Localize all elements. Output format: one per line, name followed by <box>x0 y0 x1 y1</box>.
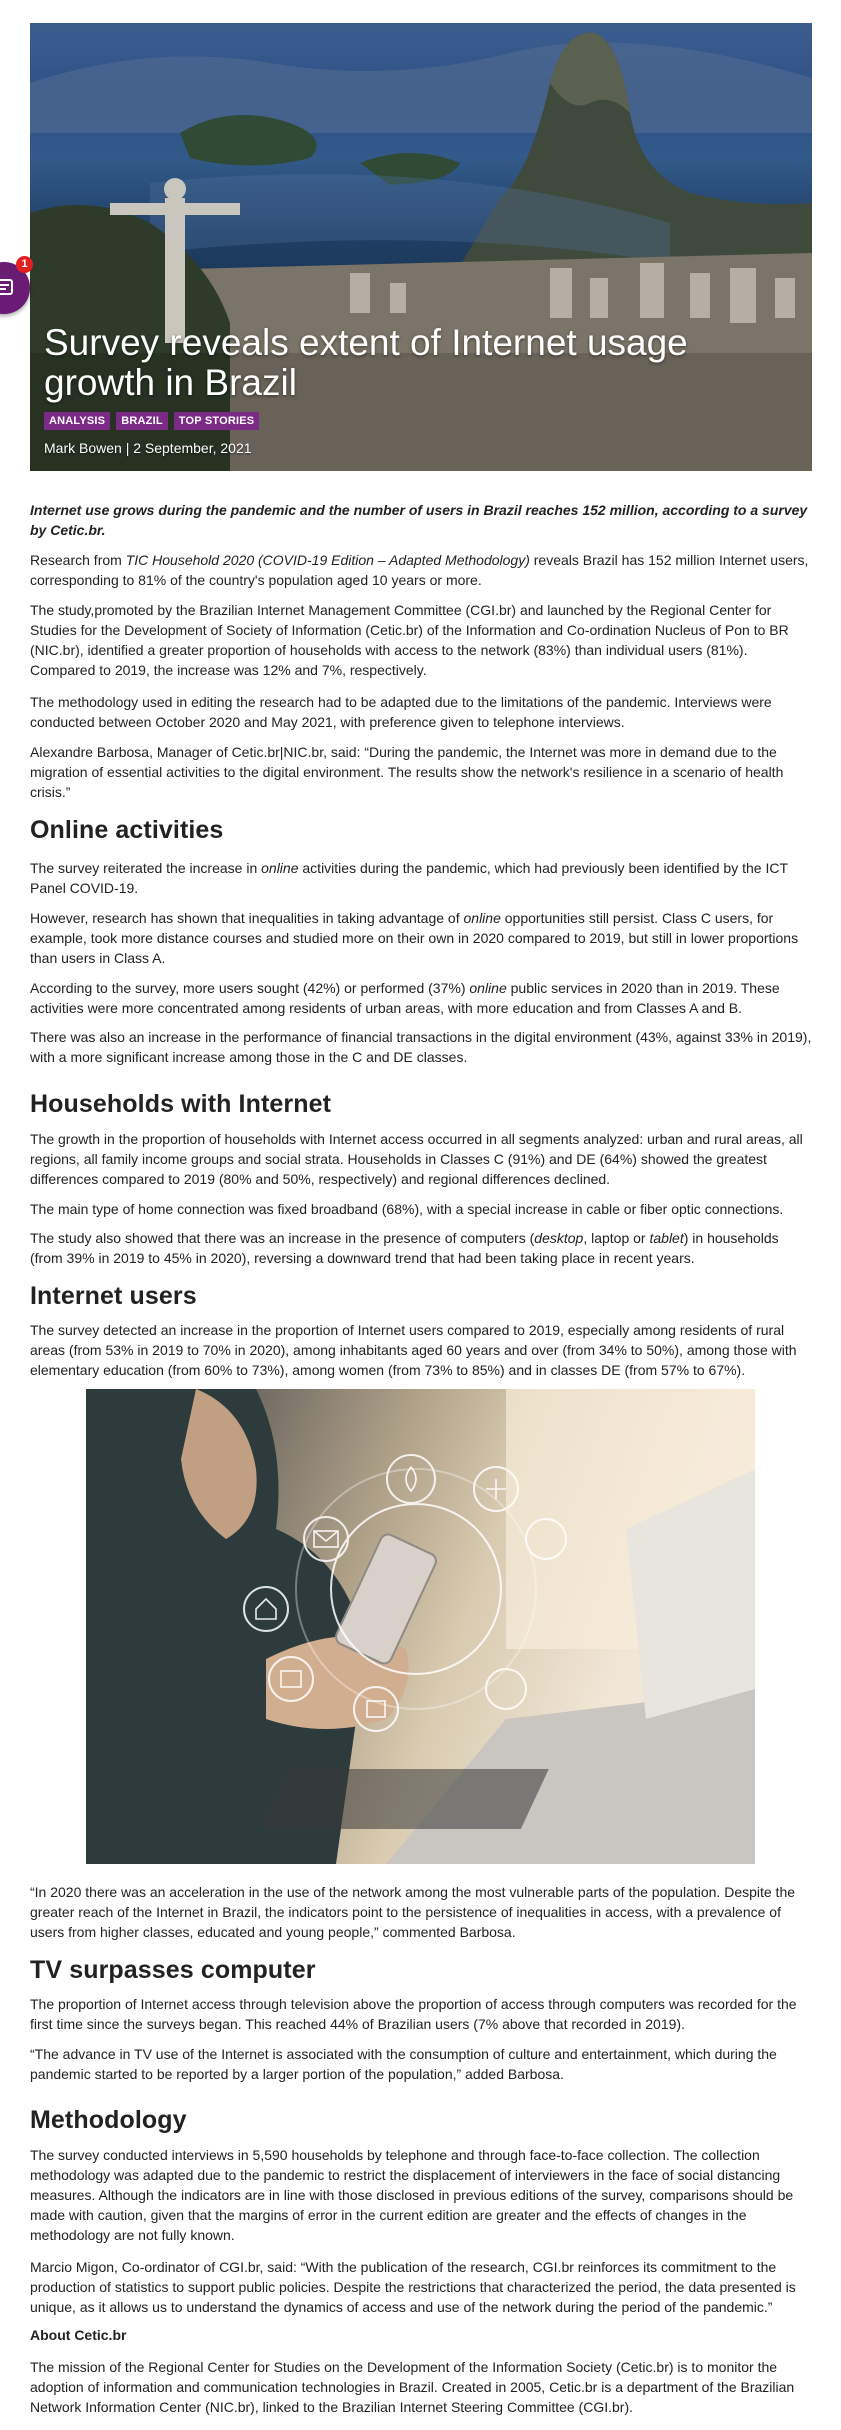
section-heading-online-activities: Online activities <box>30 816 224 844</box>
paragraph: There was also an increase in the performance of financial transactions in the digital environment (43%, against 33% in 2019), with a more significant increase among those in the C and DE classes. <box>30 1029 812 1065</box>
about-heading: About Cetic.br <box>30 2327 127 2343</box>
paragraph: The survey detected an increase in the proportion of Internet users compared to 2019, especially among residents of rural areas (from 53% in 2019 to 70% in 2020), among inhabitants aged 60 years and over (from 34% to 50%), among those with elementary education (from 60% to 73%), among women (from 73% to 85%) and in classes DE (from 57% to 67%). <box>30 1322 797 1378</box>
hero-banner <box>30 23 812 471</box>
rio-de-janeiro-photo <box>30 23 812 471</box>
paragraph: The growth in the proportion of households with Internet access occurred in all segments analyzed: urban and rural areas, all regions, all family income groups and social strata. Households in Classes C (91%) and DE (64%) showed the greatest differences compared to 2019 (80% and 50%, respectively) and regional differences declined. <box>30 1131 803 1187</box>
quote-paragraph: Marcio Migon, Co-ordinator of CGI.br, said: “With the publication of the research, CGI.br reinforces its commitment to the production of statistics to support public policies. Despite the restrictions that characterized the period, the data presented is unique, as it allows us to understand the dynamics of access and use of the network during the period of the pandemic.” <box>30 2259 796 2315</box>
quote-paragraph: “In 2020 there was an acceleration in the use of the network among the most vulnerable parts of the population. Despite the greater reach of the Internet in Brazil, the indicators point to the persistence of inequalities in access, with a prevalence of users from higher classes, educated and young people,” commented Barbosa. <box>30 1884 796 1940</box>
notification-icon <box>0 276 16 298</box>
category-tags <box>44 412 259 430</box>
paragraph: Research from TIC Household 2020 (COVID-19 Edition – Adapted Methodology) reveals Brazil has 152 million Internet users, corresponding to 81% of the country's population aged 10 years or more. <box>30 552 809 588</box>
section-heading-tv: TV surpasses computer <box>30 1956 316 1984</box>
notification-count: 1 <box>16 256 33 273</box>
paragraph: However, research has shown that inequalities in taking advantage of online opportunities still persist. Class C users, for example, took more distance courses and studied more on their own in 2020 compared to 2019, but still in lower proportions than users in Class A. <box>30 910 799 966</box>
tag-top-stories[interactable]: TOP STORIES <box>174 412 260 430</box>
photo-illustration <box>86 1389 755 1864</box>
quote-paragraph: “The advance in TV use of the Internet is associated with the consumption of culture and entertainment, which during the pandemic started to be reported by a larger portion of the population,” added Barbosa. <box>30 2046 777 2082</box>
section-heading-households: Households with Internet <box>30 1090 332 1118</box>
paragraph: The main type of home connection was fixed broadband (68%), with a special increase in cable or fiber optic connections. <box>30 1201 784 1217</box>
section-heading-methodology: Methodology <box>30 2106 187 2134</box>
paragraph: The study also showed that there was an increase in the presence of computers (desktop, laptop or tablet) in households (from 39% in 2019 to 45% in 2020), reversing a downward trend that had been taking place in recent years. <box>30 1230 779 1266</box>
section-heading-internet-users: Internet users <box>30 1282 197 1310</box>
paragraph: The survey conducted interviews in 5,590 households by telephone and through face-to-face collection. The collection methodology was adapted due to the pandemic to restrict the displacement of interviewers in the face of social distancing measures. Although the indicators are in line with those disclosed in previous editions of the survey, comparisons should be made with caution, given that the margins of error in the current edition are greater and the effects of changes in the methodology are not fully known. <box>30 2147 794 2243</box>
paragraph: The survey reiterated the increase in online activities during the pandemic, which had previously been identified by the ICT Panel COVID-19. <box>30 860 788 896</box>
paragraph: The proportion of Internet access through television above the proportion of access through computers was recorded for the first time since the surveys began. This reached 44% of Brazilian users (7% above that recorded in 2019). <box>30 1996 797 2032</box>
woman-with-smartphone-image <box>86 1389 755 1864</box>
tag-brazil[interactable]: BRAZIL <box>116 412 168 430</box>
paragraph: According to the survey, more users sought (42%) or performed (37%) online public services in 2020 than in 2019. These activities were more concentrated among residents of urban areas, with more education and from Classes A and B. <box>30 980 780 1016</box>
paragraph: The study,promoted by the Brazilian Internet Management Committee (CGI.br) and launched by the Regional Center for Studies for the Development of Society of Information (Cetic.br) of the Information and Co-ordination Nucleus of Pon to BR (NIC.br), identified a greater proportion of households with access to the network (83%) than individual users (81%). Compared to 2019, the increase was 12% and 7%, respectively. <box>30 602 789 678</box>
paragraph: The methodology used in editing the research had to be adapted due to the limitations of the pandemic. Interviews were conducted between October 2020 and May 2021, with preference given to telephone interviews. <box>30 694 772 730</box>
tag-analysis[interactable]: ANALYSIS <box>44 412 110 430</box>
byline: Mark Bowen | 2 September, 2021 <box>44 440 252 456</box>
article-title: Survey reveals extent of Internet usage growth in Brazil <box>44 322 688 403</box>
paragraph: The mission of the Regional Center for Studies on the Development of the Information Society (Cetic.br) is to monitor the adoption of information and communication technologies in Brazil. Created in 2005, Cetic.br is a department of the Brazilian Network Information Center (NIC.br), linked to the Brazilian Internet Steering Committee (CGI.br). <box>30 2359 795 2415</box>
paragraph: Alexandre Barbosa, Manager of Cetic.br|NIC.br, said: “During the pandemic, the Internet was more in demand due to the migration of essential activities to the digital environment. The results show the network's resilience in a scenario of health crisis.” <box>30 744 784 800</box>
article-lead: Internet use grows during the pandemic and the number of users in Brazil reaches 152 million, according to a survey by Cetic.br. <box>30 502 808 538</box>
